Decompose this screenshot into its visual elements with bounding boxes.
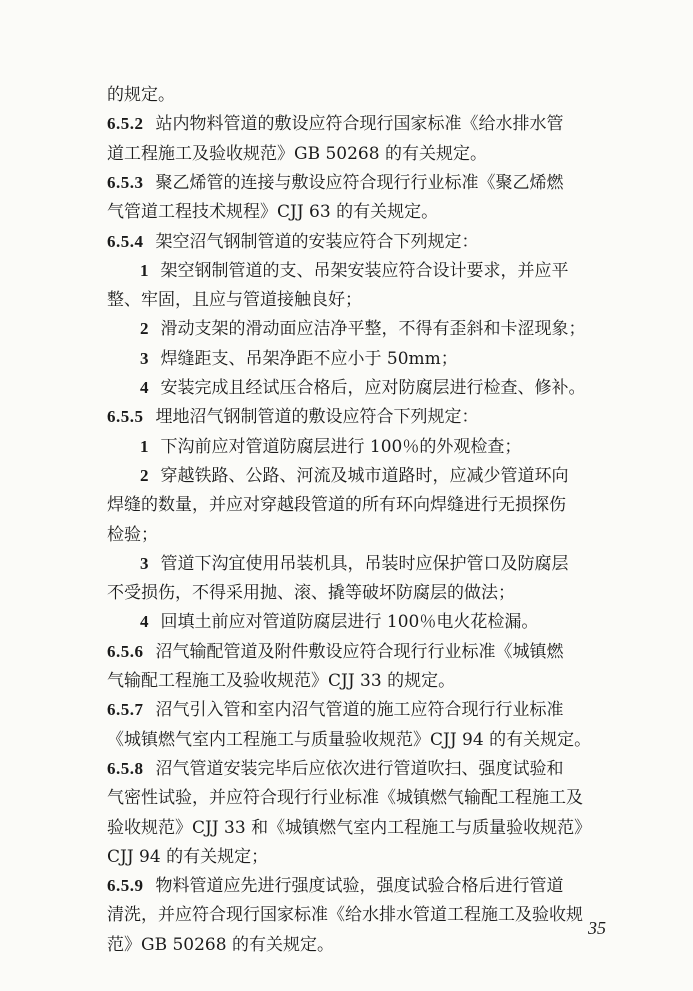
text-line: 的规定。: [107, 85, 175, 105]
text-line: 气管道工程技术规程》CJJ 63 的有关规定。: [107, 202, 439, 223]
clause-number: 6.5.7: [107, 700, 144, 720]
clause-number: 6.5.2: [107, 114, 144, 134]
text-line: 气输配工程施工及验收规范》CJJ 33 的规定。: [107, 671, 456, 691]
clause-number: 6.5.3: [107, 172, 144, 192]
list-item: 1 下沟前应对管道防腐层进行 100％的外观检查；: [140, 436, 522, 457]
list-item: 3 管道下沟宜使用吊装机具，吊装时应保护管口及防腐层: [140, 553, 569, 574]
clause-6-5-2: 6.5.2 站内物料管道的敷设应符合现行国家标准《给水排水管: [107, 114, 564, 135]
list-item: 2 滑动支架的滑动面应洁净平整，不得有歪斜和卡涩现象；: [140, 319, 586, 340]
clause-number: 6.5.9: [107, 876, 144, 896]
text-line: 验收规范》CJJ 33 和《城镇燃气室内工程施工与质量验收规范》: [107, 817, 592, 838]
text-line: 清洗，并应符合现行国家标准《给水排水管道工程施工及验收规: [107, 905, 583, 926]
text-line: 整、牢固，且应与管道接触良好；: [107, 290, 362, 311]
clause-6-5-8: 6.5.8 沼气管道安装完毕后应依次进行管道吹扫、强度试验和: [107, 758, 564, 779]
text-line: 检验；: [107, 524, 158, 545]
text-line: 道工程施工及验收规范》GB 50268 的有关规定。: [107, 143, 487, 164]
clause-number: 6.5.6: [107, 641, 144, 661]
list-item: 4 安装完成且经试压合格后，应对防腐层进行检查、修补。: [140, 378, 586, 398]
text-line: 《城镇燃气室内工程施工与质量验收规范》CJJ 94 的有关规定。: [107, 729, 592, 750]
clause-number: 6.5.8: [107, 758, 144, 778]
clause-6-5-7: 6.5.7 沼气引入管和室内沼气管道的施工应符合现行行业标准: [107, 700, 564, 721]
clause-6-5-9: 6.5.9 物料管道应先进行强度试验，强度试验合格后进行管道: [107, 876, 564, 897]
clause-6-5-5: 6.5.5 埋地沼气钢制管道的敷设应符合下列规定：: [107, 407, 479, 428]
clause-6-5-3: 6.5.3 聚乙烯管的连接与敷设应符合现行行业标准《聚乙烯燃: [107, 172, 564, 193]
clause-number: 6.5.4: [107, 231, 144, 251]
page-number: 35: [588, 918, 606, 938]
list-item: 3 焊缝距支、吊架净距不应小于 50mm；: [140, 348, 458, 369]
text-line: 不受损伤，不得采用抛、滚、撬等破坏防腐层的做法；: [107, 583, 515, 604]
text-line: CJJ 94 的有关规定；: [107, 846, 269, 867]
text-line: 范》GB 50268 的有关规定。: [107, 934, 334, 955]
list-item: 4 回填土前应对管道防腐层进行 100％电火花检漏。: [140, 612, 539, 633]
text-line: 气密性试验，并应符合现行行业标准《城镇燃气输配工程施工及: [107, 788, 583, 809]
list-item: 1 架空钢制管道的支、吊架安装应符合设计要求，并应平: [140, 260, 569, 281]
clause-number: 6.5.5: [107, 407, 144, 427]
text-line: 焊缝的数量，并应对穿越段管道的所有环向焊缝进行无损探伤: [107, 495, 566, 516]
clause-6-5-6: 6.5.6 沼气输配管道及附件敷设应符合现行行业标准《城镇燃: [107, 641, 564, 662]
list-item: 2 穿越铁路、公路、河流及城市道路时，应减少管道环向: [140, 465, 569, 486]
clause-6-5-4: 6.5.4 架空沼气钢制管道的安装应符合下列规定：: [107, 231, 479, 252]
